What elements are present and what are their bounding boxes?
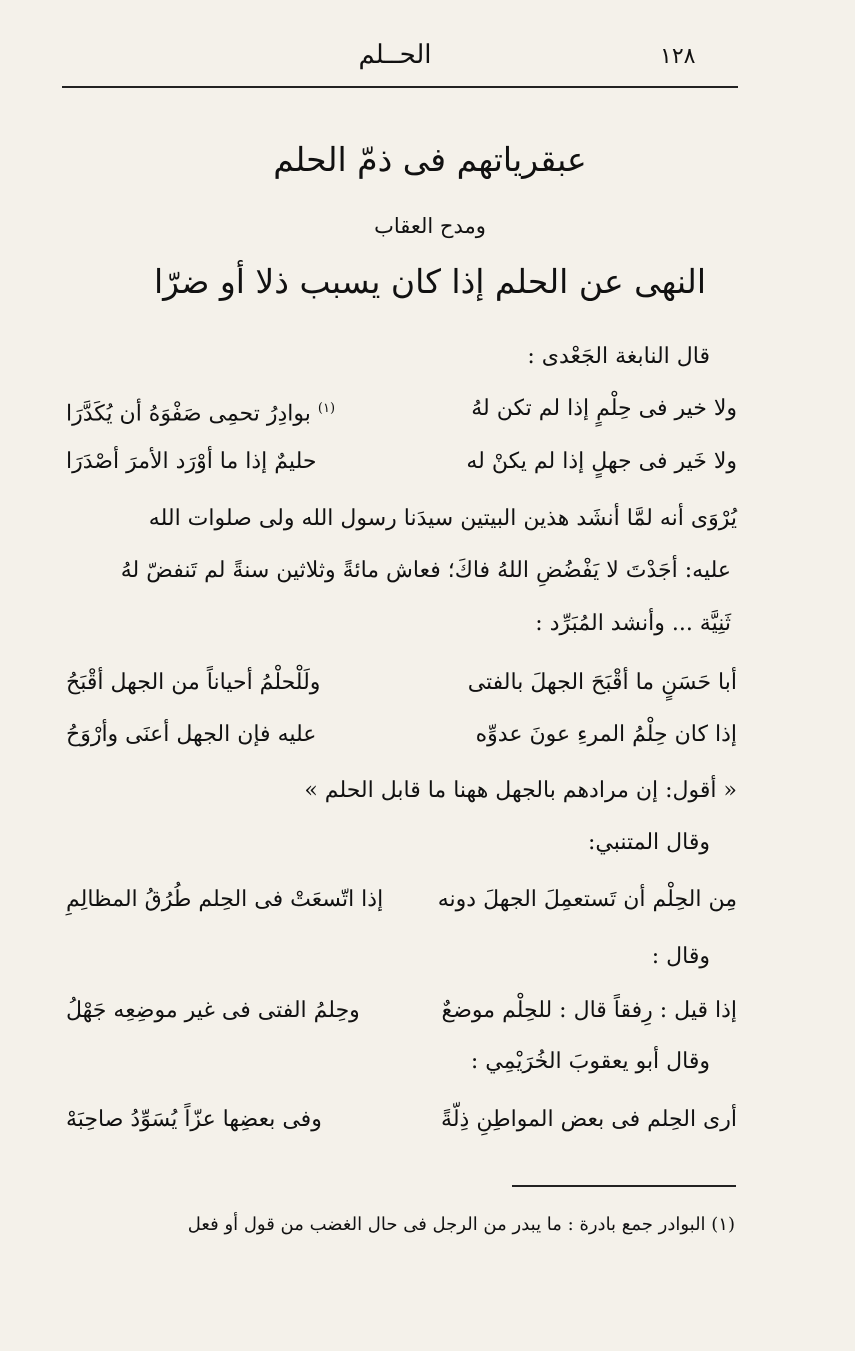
paragraph-line: يُرْوَى أنه لمَّا أنشَد هذين البيتين سيدَنا رسول الله ولى صلوات الله [148,506,737,531]
chapter-subtitle: ومدح العقاب [374,214,486,238]
footnote-divider [512,1185,736,1187]
verse-right-hemistich: أرى الحِلم فى بعض المواطِنِ ذِلّةً [441,1107,737,1132]
intro-line: قال النابغة الجَعْدى : [527,344,710,369]
paragraph-line: ثَنِيَّة ... وأنشد المُبَرِّد : [535,611,731,636]
verse-left-hemistich: حليمٌ إذا ما أوْرَد الأمرَ أصْدَرَا [66,449,317,474]
verse-right-hemistich: إذا قيل : رِفقاً قال : للحِلْم موضعٌ [441,998,737,1023]
verse-left-hemistich: وحِلمُ الفتى فى غير موضِعِه جَهْلُ [66,998,360,1023]
verse-right-hemistich: ولا خير فى حِلْمٍ إذا لم تكن لهُ [471,396,737,421]
verse-left-hemistich [66,389,335,429]
verse-right-hemistich: ولا خَير فى جهلٍ إذا لم يكنْ له [466,449,737,474]
verse-right-hemistich: مِن الحِلْم أن تَستعمِلَ الجهلَ دونه [437,887,737,912]
author-comment: « أقول: إن مرادهم بالجهل ههنا ما قابل الحلم » [304,778,737,803]
verse-left-hemistich: وفى بعضِها عزّاً يُسَوِّدُ صاحِبَهْ [66,1107,322,1132]
verse-left-hemistich: عليه فإن الجهل أعنَى وأرْوَحُ [66,722,317,747]
paragraph-line: عليه: أجَدْتَ لا يَفْضُضِ اللهُ فاكَ؛ فعاش مائةً وثلاثين سنةً لم تَنفضّ لهُ [120,558,731,583]
verse-left-hemistich-text: بوادِرُ تحمِى صَفْوَهُ أن يُكَدَّرَا [66,401,311,427]
section-title: النهى عن الحلم إذا كان يسبب ذلا أو ضرّا [153,262,707,301]
header-divider [62,86,738,88]
verse-left-hemistich: ولَلْحلْمُ أحياناً من الجهل أقْبَحُ [66,670,321,695]
chapter-title: عبقرياتهم فى ذمّ الحلم [273,140,587,179]
verse-right-hemistich: إذا كان حِلْمُ المرءِ عونَ عدوِّه [475,722,737,747]
verse-right-hemistich: أبا حَسَنٍ ما أقْبَحَ الجهلَ بالفتى [467,670,737,695]
intro-line: وقال المتنبي: [587,830,710,855]
page-number: ١٢٨ [660,44,696,69]
footnote-text: (١) البوادر جمع بادرة : ما يبدر من الرجل فى حال الغضب من قول أو فعل [187,1214,735,1235]
running-title: الحــلم [358,40,432,70]
footnote-marker: (١) [317,401,336,416]
intro-line: وقال أبو يعقوبَ الخُرَيْمِي : [470,1049,710,1074]
verse-left-hemistich: إذا اتّسعَتْ فى الحِلم طُرُقُ المظالِمِ [66,887,384,912]
intro-line: وقال : [651,944,710,969]
